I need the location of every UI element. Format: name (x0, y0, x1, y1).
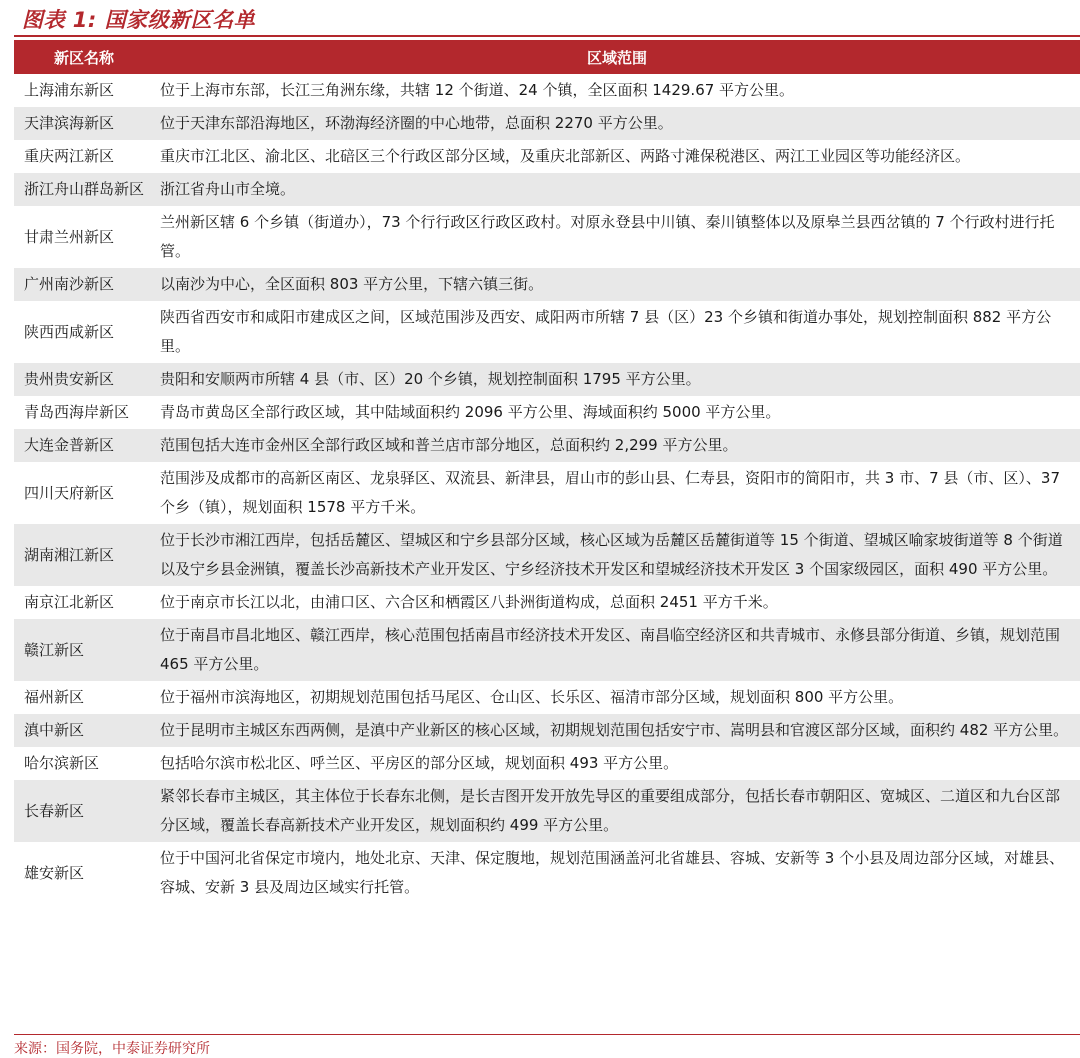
new-area-name: 哈尔滨新区 (24, 754, 100, 772)
new-area-name: 四川天府新区 (24, 483, 115, 502)
new-area-scope: 紧邻长春市主城区，其主体位于长春东北侧，是长吉图开发开放先导区的重要组成部分，包括长春市朝阳区、宽城区、二道区和九台区部分区域，覆盖长春高新技术产业开发区，规划面积约 499 平方公里。 (154, 780, 1080, 842)
new-areas-table (14, 40, 1080, 904)
table-row (14, 74, 1080, 107)
source-divider (14, 1034, 1080, 1035)
table-row (14, 301, 1080, 363)
new-area-name: 长春新区 (14, 780, 154, 842)
table-row (14, 747, 1080, 780)
new-area-scope: 陕西省西安市和咸阳市建成区之间，区域范围涉及西安、咸阳两市所辖 7 县（区）23 个乡镇和街道办事处，规划控制面积 882 平方公里。 (160, 308, 1052, 355)
table-row (14, 396, 1080, 429)
new-area-scope: 青岛市黄岛区全部行政区域，其中陆域面积约 2096 平方公里、海域面积约 5000 平方公里。 (160, 403, 781, 421)
table-row (14, 173, 1080, 206)
new-area-name: 湖南湘江新区 (14, 524, 154, 586)
new-area-scope: 贵阳和安顺两市所辖 4 县（市、区）20 个乡镇，规划控制面积 1795 平方公里。 (154, 363, 1080, 396)
table-row (14, 363, 1080, 396)
new-area-name: 浙江舟山群岛新区 (14, 173, 154, 206)
new-area-scope: 范围涉及成都市的高新区南区、龙泉驿区、双流县、新津县，眉山市的彭山县、仁寿县，资阳市的简阳市，共 3 市、7 县（市、区）、37 个乡（镇），规划面积 1578 平方千米。 (160, 469, 1060, 516)
new-area-scope: 位于南京市长江以北，由浦口区、六合区和栖霞区八卦洲街道构成，总面积 2451 平方千米。 (160, 593, 778, 611)
new-area-name: 重庆两江新区 (24, 147, 115, 165)
new-area-name: 陕西西咸新区 (24, 322, 115, 341)
new-area-name: 南京江北新区 (24, 593, 115, 611)
table-row (14, 681, 1080, 714)
new-area-name: 赣江新区 (14, 619, 154, 681)
table-row (14, 206, 1080, 268)
new-area-scope: 重庆市江北区、渝北区、北碚区三个行政区部分区域，及重庆北部新区、两路寸滩保税港区、两江工业园区等功能经济区。 (160, 147, 971, 165)
new-area-name: 青岛西海岸新区 (24, 403, 130, 421)
new-area-name: 大连金普新区 (14, 429, 154, 462)
new-area-name: 上海浦东新区 (24, 81, 115, 99)
title-divider (14, 35, 1080, 37)
new-area-scope: 位于中国河北省保定市境内，地处北京、天津、保定腹地，规划范围涵盖河北省雄县、容城、安新等 3 个小县及周边部分区域，对雄县、容城、安新 3 县及周边区域实行托管。 (160, 849, 1065, 896)
table-row (14, 842, 1080, 904)
table-header-row (14, 40, 1080, 74)
table-row (14, 429, 1080, 462)
table-row (14, 462, 1080, 524)
table-row (14, 140, 1080, 173)
new-area-scope: 以南沙为中心，全区面积 803 平方公里，下辖六镇三街。 (154, 268, 1080, 301)
figure-header (14, 0, 1080, 38)
table-row (14, 107, 1080, 140)
new-area-name: 广州南沙新区 (14, 268, 154, 301)
table-row (14, 586, 1080, 619)
new-area-name: 雄安新区 (24, 863, 85, 882)
new-area-scope: 兰州新区辖 6 个乡镇（街道办），73 个行行政区行政区政村。对原永登县中川镇、秦川镇整体以及原皋兰县西岔镇的 7 个行政村进行托管。 (160, 213, 1055, 260)
new-area-scope: 位于上海市东部，长江三角洲东缘，共辖 12 个街道、24 个镇，全区面积 1429.67 平方公里。 (160, 81, 795, 99)
new-area-name: 甘肃兰州新区 (24, 227, 115, 246)
new-area-scope: 位于昆明市主城区东西两侧，是滇中产业新区的核心区域，初期规划范围包括安宁市、嵩明县和官渡区部分区域，面积约 482 平方公里。 (154, 714, 1080, 747)
new-area-scope: 位于福州市滨海地区，初期规划范围包括马尾区、仓山区、长乐区、福清市部分区域，规划面积 800 平方公里。 (160, 688, 904, 706)
new-area-name: 天津滨海新区 (14, 107, 154, 140)
new-area-name: 滇中新区 (14, 714, 154, 747)
new-area-scope: 包括哈尔滨市松北区、呼兰区、平房区的部分区域，规划面积 493 平方公里。 (160, 754, 679, 772)
table-body (14, 74, 1080, 904)
new-area-scope: 位于长沙市湘江西岸，包括岳麓区、望城区和宁乡县部分区域，核心区域为岳麓区岳麓街道等 15 个街道、望城区喻家坡街道等 8 个街道以及宁乡县金洲镇，覆盖长沙高新技术产业开发区、宁乡经济技术开发区和望城经济技术开发区 3 个国家级园区，面积 490 平方公里。 (154, 524, 1080, 586)
table-row (14, 780, 1080, 842)
figure-title: 图表 1: 国家级新区名单 (22, 8, 256, 32)
table-row (14, 714, 1080, 747)
table-row (14, 619, 1080, 681)
new-area-scope: 位于天津东部沿海地区，环渤海经济圈的中心地带，总面积 2270 平方公里。 (154, 107, 1080, 140)
table-row (14, 524, 1080, 586)
new-area-name: 贵州贵安新区 (14, 363, 154, 396)
new-area-name: 福州新区 (24, 688, 85, 706)
column-header-area: 区域范围 (154, 40, 1080, 74)
source-note: 来源：国务院，中泰证券研究所 (14, 1041, 210, 1057)
new-area-scope: 范围包括大连市金州区全部行政区域和普兰店市部分地区，总面积约 2,299 平方公里。 (154, 429, 1080, 462)
column-header-name: 新区名称 (14, 40, 154, 74)
new-area-scope: 位于南昌市昌北地区、赣江西岸，核心范围包括南昌市经济技术开发区、南昌临空经济区和共青城市、永修县部分街道、乡镇，规划范围 465 平方公里。 (154, 619, 1080, 681)
new-area-scope: 浙江省舟山市全境。 (154, 173, 1080, 206)
table-row (14, 268, 1080, 301)
